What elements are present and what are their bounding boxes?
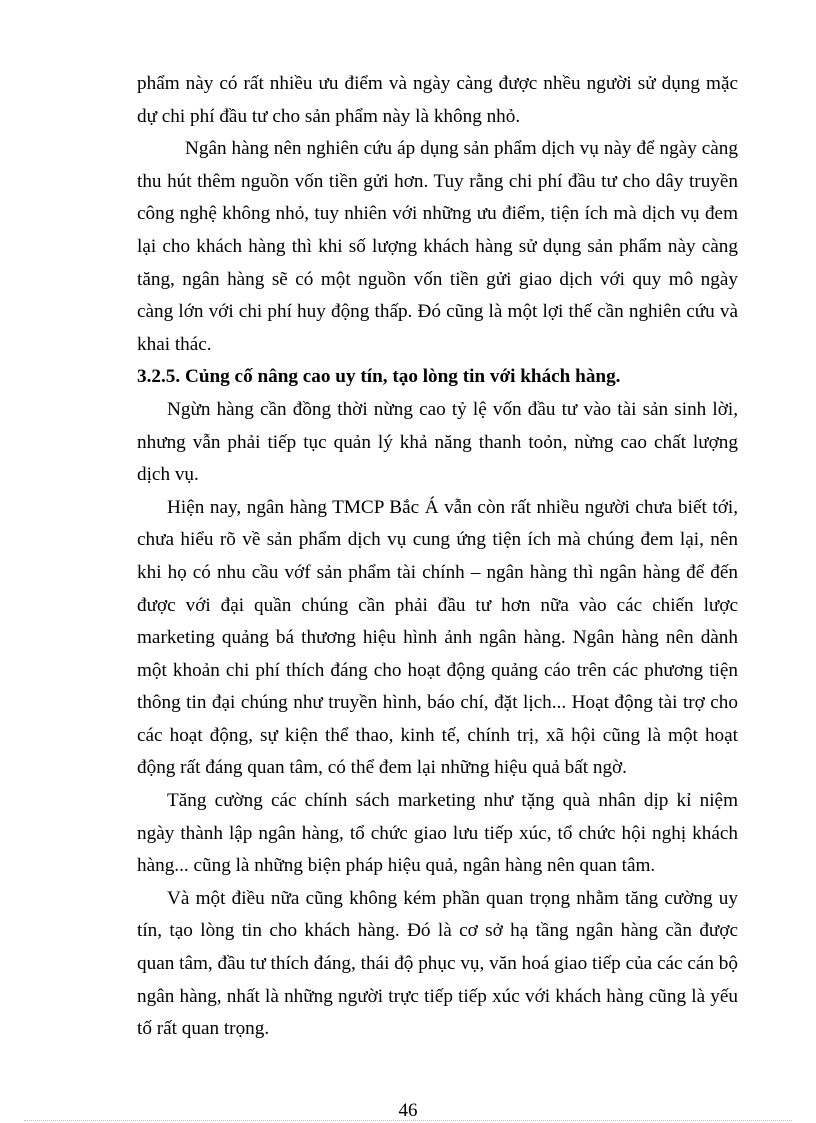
paragraph-2: Ngân hàng nên nghiên cứu áp dụng sản phẩm dịch vụ này để ngày càng thu hút thêm nguồn vốn tiền gửi hơn. Tuy rằng chi phí đầu tư cho dây truyền công nghệ không nhỏ, tuy nhiên với những ưu điểm, tiện ích mà dịch vụ đem lại cho khách hàng thì khi số lượng khách hàng sử dụng sản phẩm này càng tăng, ngân hàng sẽ có một nguồn vốn tiền gửi giao dịch với quy mô ngày càng lớn với chi phí huy động thấp. Đó cũng là một lợi thế cần nghiên cứu và khai thác. — [137, 138, 738, 355]
paragraph-4: Hiện nay, ngân hàng TMCP Bắc Á vẫn còn rất nhiều người chưa biết tới, chưa hiểu rõ về sản phẩm dịch vụ cung ứng tiện ích mà chúng đem lại, nên khi họ có nhu cầu vớf sản phẩm tài chính – ngân hàng thì ngân hàng để đến được với đại quần chúng cần phải đầu tư hơn nữa vào các chiến lược marketing quảng bá thương hiệu hình ảnh ngân hàng. Ngân hàng nên dành một khoản chi phí thích đáng cho hoạt động quảng cáo trên các phương tiện thông tin đại chúng như truyền hình, báo chí, đặt lịch... Hoạt động tài trợ cho các hoạt động, sự kiện thể thao, kinh tế, chính trị, xã hội cũng là một hoạt động rất đáng quan tâm, có thể đem lại những hiệu quả bất ngờ. — [137, 496, 738, 779]
paragraph-6: Và một điều nữa cũng không kém phần quan trọng nhằm tăng cường uy tín, tạo lòng tin cho khách hàng. Đó là cơ sở hạ tầng ngân hàng cần được quan tâm, đầu tư thích đáng, thái độ phục vụ, văn hoá giao tiếp của các cán bộ ngân hàng, nhất là những người trực tiếp tiếp xúc với khách hàng cũng là yếu tố rất quan trọng. — [137, 887, 738, 1040]
paragraph-3: Ngừn hàng cần đồng thời nừng cao tỷ lệ vốn đầu tư vào tài sản sinh lời, nhưng vẫn phải tiếp tục quản lý khả năng thanh toỏn, nừng cao chất lượng dịch vụ. — [137, 398, 738, 486]
page-number: 46 — [398, 1100, 418, 1121]
paragraph-5: Tăng cường các chính sách marketing như tặng quà nhân dịp kỉ niệm ngày thành lập ngân hàng, tổ chức giao lưu tiếp xúc, tổ chức hội nghị khách hàng... cũng là những biện pháp hiệu quả, ngân hàng nên quan tâm. — [137, 790, 738, 877]
section-heading: 3.2.5. Củng cố nâng cao uy tín, tạo lòng tin với khách hàng. — [137, 366, 621, 388]
footer-divider — [24, 1120, 792, 1121]
paragraph-1: phẩm này có rất nhiều ưu điểm và ngày càng được nhều người sử dụng mặc dự chi phí đầu tư cho sản phẩm này là không nhỏ. — [137, 73, 738, 127]
body-text — [137, 68, 738, 1046]
